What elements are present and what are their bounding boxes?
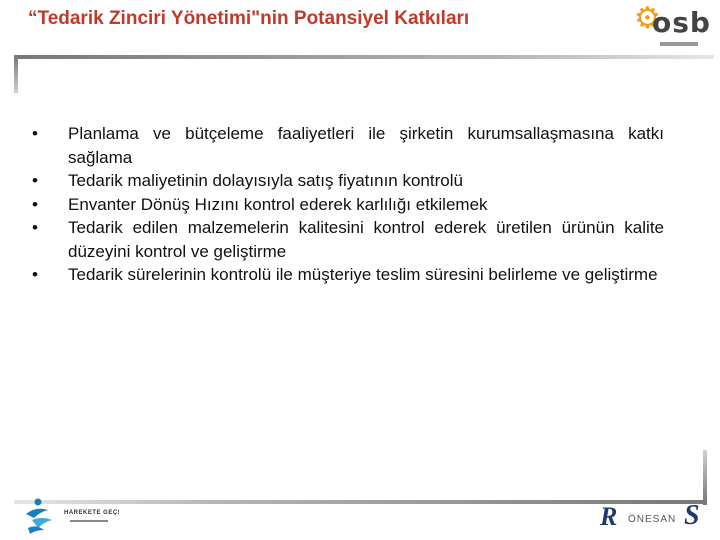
logo-ronesans-text: ÖNESAN: [628, 514, 677, 525]
bullet-item: • Tedarik edilen malzemelerin kalitesini kontrol ederek üretilen ürünün kalite düzeyini kontrol ve geliştirme: [32, 216, 664, 263]
logo-osb-underline: [660, 42, 698, 46]
bullet-item: • Planlama ve bütçeleme faaliyetleri ile şirketin kurumsallaşmasına katkı sağlama: [32, 122, 664, 169]
logo-ronesans: [598, 500, 710, 534]
logo-antalya-text: HAREKETE GEÇ!: [64, 510, 121, 516]
logo-antalya: [22, 496, 122, 536]
frame-right: [703, 450, 707, 505]
logo-antalya-subline: [70, 520, 108, 522]
frame-left: [14, 55, 18, 93]
bullet-item: • Tedarik maliyetinin dolayısıyla satış fiyatının kontrolü: [32, 169, 664, 193]
frame-top: [14, 55, 714, 59]
logo-osb: [634, 2, 711, 50]
bullet-item: • Envanter Dönüş Hızını kontrol ederek karlılığı etkilemek: [32, 193, 664, 217]
logo-ronesans-initial: R: [600, 502, 618, 531]
bullet-list: [32, 122, 664, 287]
slide-title: “Tedarik Zinciri Yönetimi"nin Potansiyel Katkıları: [28, 8, 470, 29]
bullet-item: • Tedarik sürelerinin kontrolü ile müşteriye teslim süresini belirleme ve geliştirme: [32, 263, 664, 287]
logo-osb-word: osb: [652, 6, 711, 39]
running-figure-icon: [22, 496, 62, 536]
gear-icon: ⚙: [634, 2, 661, 35]
logo-ronesans-final: S: [684, 500, 700, 531]
